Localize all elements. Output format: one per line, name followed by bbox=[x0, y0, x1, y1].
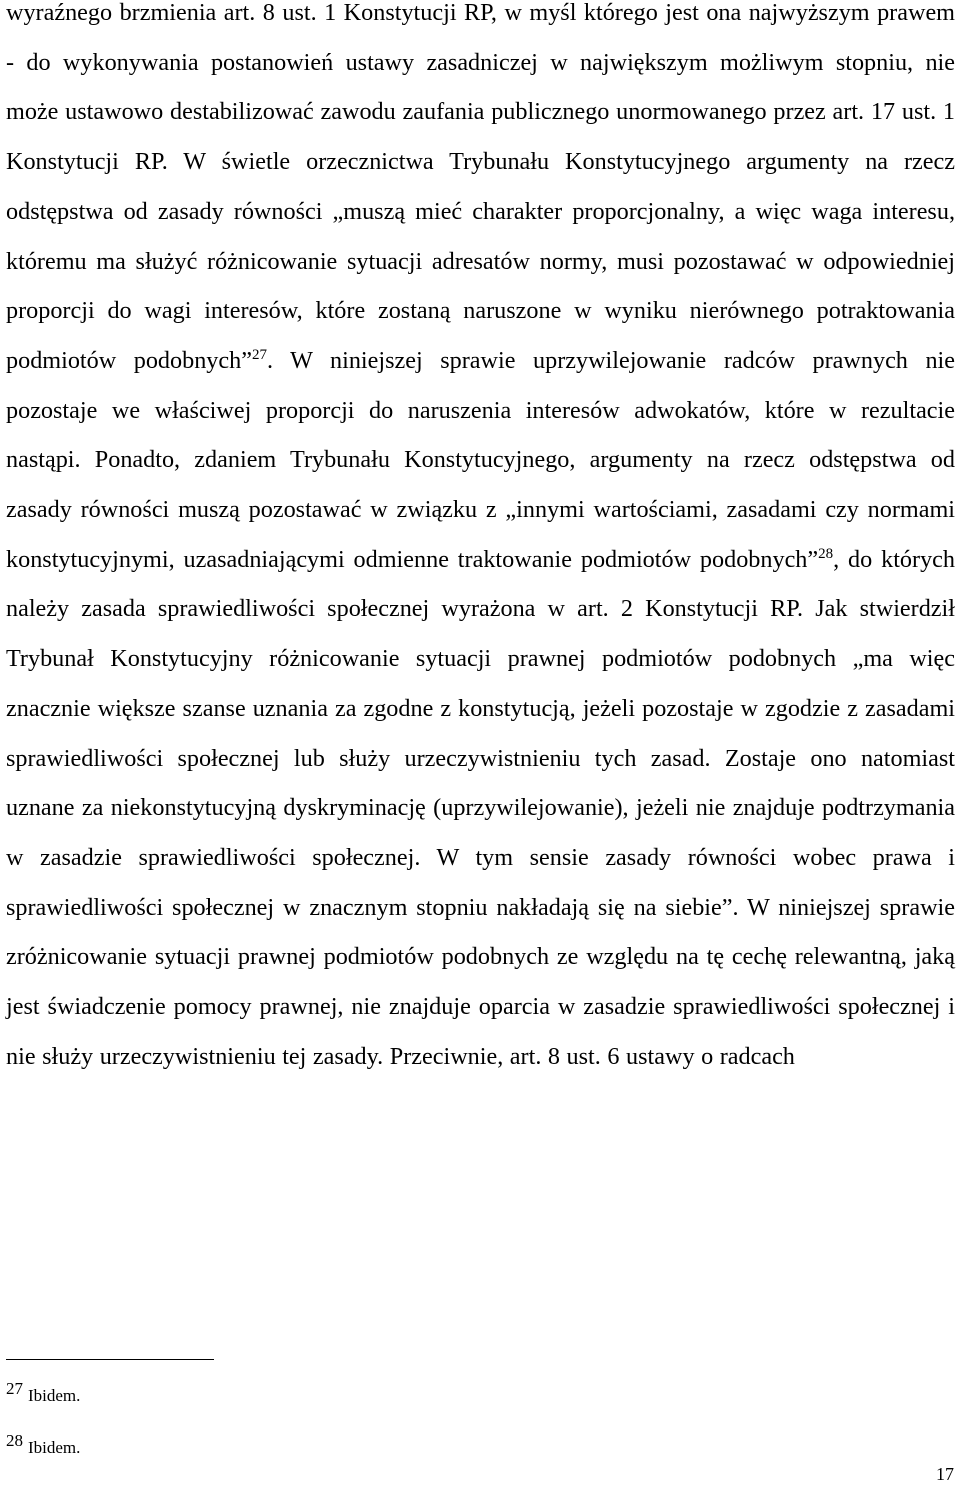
footnote-27 bbox=[6, 1379, 80, 1406]
footnote-reference-27: 27 bbox=[251, 346, 267, 363]
footnote-number: 28 bbox=[6, 1431, 23, 1450]
paragraph-text-part-3: , do których należy zasada sprawiedliwości społecznej wyrażona w art. 2 Konstytucji RP. Jak stwierdził Trybunał Konstytucyjny różnicowanie sytuacji prawnej podmiotów podobnych „ma więc znacznie większe szanse uznania za zgodne z konstytucją, jeżeli pozostaje w zgodzie z zasadami sprawiedliwości społecznej lub służy urzeczywistnieniu tych zasad. Zostaje ono natomiast uznane za niekonstytucyjną dyskryminację (uprzywilejowanie), jeżeli nie znajduje podtrzymania w zasadzie sprawiedliwości społecznej. W tym sensie zasady równości wobec prawa i sprawiedliwości społecznej w znacznym stopniu nakładają się na siebie”. W niniejszej sprawie zróżnicowanie sytuacji prawnej podmiotów podobnych ze względu na tę cechę relewantną, jaką jest świadczenie pomocy prawnej, nie znajduje oparcia w zasadzie sprawiedliwości społecznej i nie służy urzeczywistnieniu tej zasady. Przeciwnie, art. 8 ust. 6 ustawy o radcach bbox=[6, 545, 956, 1070]
footnote-reference-28: 28 bbox=[818, 545, 834, 562]
footnote-text: Ibidem. bbox=[28, 1438, 81, 1457]
body-paragraph bbox=[6, 0, 955, 1081]
footnote-separator bbox=[6, 1359, 214, 1360]
footnote-number: 27 bbox=[6, 1379, 23, 1398]
paragraph-text-part-1: wyraźnego brzmienia art. 8 ust. 1 Konstytucji RP, w myśl którego jest ona najwyższym prawem - do wykonywania postanowień ustawy zasadniczej w największym możliwym stopniu, nie może ustawowo destabilizować zawodu zaufania publicznego unormowanego przez art. 17 ust. 1 Konstytucji RP. W świetle orzecznictwa Trybunału Konstytucyjnego argumenty na rzecz odstępstwa od zasady równości „muszą mieć charakter proporcjonalny, a więc waga interesu, któremu ma służyć różnicowanie sytuacji adresatów normy, musi pozostawać w odpowiedniej proporcji do wagi interesów, które zostaną naruszone w wyniku nierównego potraktowania podmiotów podobnych” bbox=[6, 0, 955, 374]
footnote-text: Ibidem. bbox=[28, 1386, 81, 1405]
footnote-28 bbox=[6, 1431, 80, 1458]
page-number: 17 bbox=[936, 1464, 954, 1484]
paragraph-text-part-2: . W niniejszej sprawie uprzywilejowanie radców prawnych nie pozostaje we właściwej proporcji do naruszenia interesów adwokatów, które w rezultacie nastąpi. Ponadto, zdaniem Trybunału Konstytucyjnego, argumenty na rzecz odstępstwa od zasady równości muszą pozostawać w związku z „innymi wartościami, zasadami czy normami konstytucyjnymi, uzasadniającymi odmienne traktowanie podmiotów podobnych” bbox=[6, 346, 955, 573]
